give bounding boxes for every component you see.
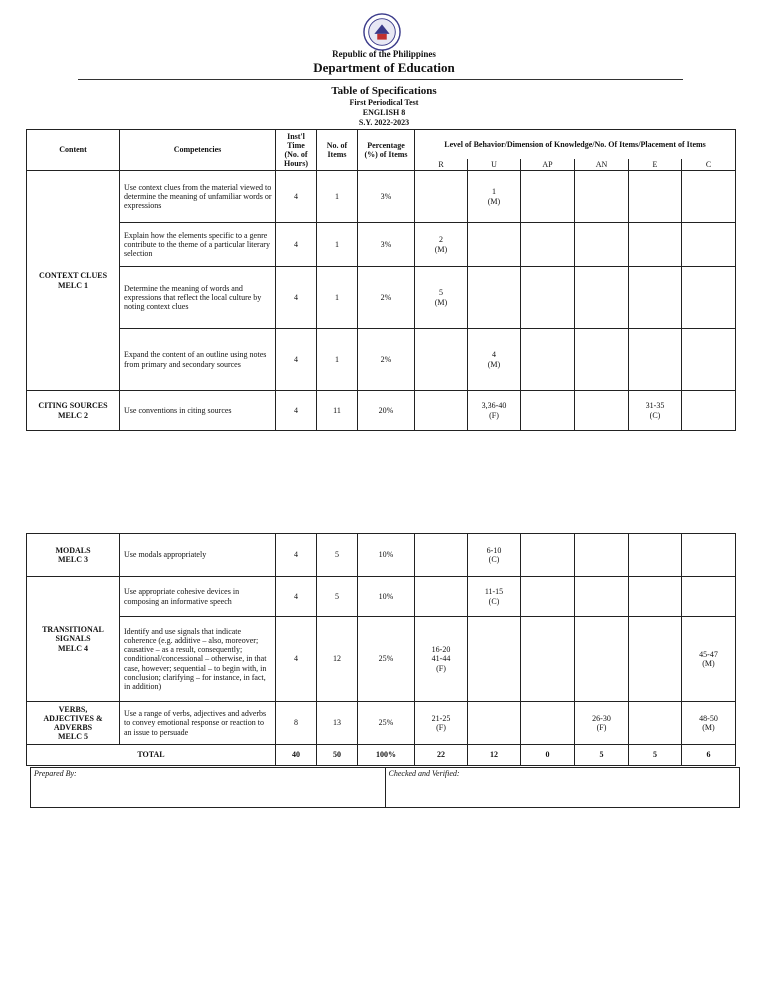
level-u-cell bbox=[468, 223, 521, 267]
level-e-cell bbox=[629, 702, 682, 745]
header-row bbox=[27, 130, 736, 159]
deped-seal bbox=[363, 13, 401, 51]
competency-cell: Use modals appropriately bbox=[120, 534, 276, 577]
level-ap-cell bbox=[521, 577, 575, 617]
competency-row bbox=[27, 267, 736, 329]
level-u-cell: 1 (M) bbox=[468, 171, 521, 223]
competency-cell: Use context clues from the material viewed to determine the meaning of unfamiliar words or expressions bbox=[120, 171, 276, 223]
items-cell: 1 bbox=[317, 267, 358, 329]
prepared-by: Prepared By: bbox=[34, 769, 77, 778]
level-an-cell bbox=[575, 577, 629, 617]
level-c: C bbox=[682, 159, 736, 171]
items-cell: 1 bbox=[317, 171, 358, 223]
competency-cell: Use conventions in citing sources bbox=[120, 391, 276, 431]
level-ap-cell bbox=[521, 223, 575, 267]
level-r: R bbox=[415, 159, 468, 171]
content-cell: CITING SOURCES MELC 2 bbox=[27, 391, 120, 431]
competency-row bbox=[27, 391, 736, 431]
level-ap-cell bbox=[521, 171, 575, 223]
school-year-label: S.Y. 2022-2023 bbox=[358, 118, 410, 127]
level-r-cell bbox=[415, 329, 468, 391]
level-an-cell bbox=[575, 223, 629, 267]
total-c: 6 bbox=[682, 745, 736, 766]
level-u-cell: 4 (M) bbox=[468, 329, 521, 391]
content-cell: TRANSITIONAL SIGNALS MELC 4 bbox=[27, 577, 120, 702]
items-cell: 5 bbox=[317, 534, 358, 577]
competency-row bbox=[27, 702, 736, 745]
document-title: Table of Specifications bbox=[331, 85, 437, 97]
competency-row bbox=[27, 617, 736, 702]
competency-row bbox=[27, 223, 736, 267]
level-u: U bbox=[468, 159, 521, 171]
level-c-cell: 48-50 (M) bbox=[682, 702, 736, 745]
level-ap-cell bbox=[521, 702, 575, 745]
hours-cell: 4 bbox=[276, 391, 317, 431]
level-ap-cell bbox=[521, 617, 575, 702]
level-u-cell: 11-15 (C) bbox=[468, 577, 521, 617]
pct-cell: 10% bbox=[358, 577, 415, 617]
hours-cell: 8 bbox=[276, 702, 317, 745]
level-r-cell bbox=[415, 534, 468, 577]
level-ap-cell bbox=[521, 534, 575, 577]
level-u-cell bbox=[468, 617, 521, 702]
level-e-cell bbox=[629, 171, 682, 223]
test-label: First Periodical Test bbox=[349, 98, 419, 107]
level-an-cell bbox=[575, 329, 629, 391]
content-cell: VERBS, ADJECTIVES & ADVERBS MELC 5 bbox=[27, 702, 120, 745]
level-u-cell bbox=[468, 267, 521, 329]
time-header: Inst'l Time (No. of Hours) bbox=[276, 130, 317, 171]
pct-cell: 3% bbox=[358, 171, 415, 223]
total-pct: 100% bbox=[358, 745, 415, 766]
level-e-cell bbox=[629, 534, 682, 577]
level-r-cell: 21-25 (F) bbox=[415, 702, 468, 745]
level-u-cell: 6-10 (C) bbox=[468, 534, 521, 577]
competency-cell: Explain how the elements specific to a genre contribute to the theme of a particular literary selection bbox=[120, 223, 276, 267]
level-r-cell bbox=[415, 391, 468, 431]
subject-label: ENGLISH 8 bbox=[362, 108, 406, 117]
content-header: Content bbox=[27, 130, 120, 171]
level-an-cell: 26-30 (F) bbox=[575, 702, 629, 745]
level-c-cell: 45-47 (M) bbox=[682, 617, 736, 702]
level-c-cell bbox=[682, 391, 736, 431]
total-u: 12 bbox=[468, 745, 521, 766]
percentage-header: Percentage (%) of Items bbox=[358, 130, 415, 171]
level-ap-cell bbox=[521, 391, 575, 431]
level-e-cell bbox=[629, 577, 682, 617]
level-r-cell bbox=[415, 577, 468, 617]
total-row bbox=[27, 745, 736, 766]
total-label: TOTAL bbox=[27, 745, 276, 766]
level-r-cell bbox=[415, 171, 468, 223]
signature-box bbox=[30, 767, 740, 808]
level-an-cell bbox=[575, 267, 629, 329]
level-u-cell: 3,36-40 (F) bbox=[468, 391, 521, 431]
level-ap-cell bbox=[521, 329, 575, 391]
items-cell: 11 bbox=[317, 391, 358, 431]
level-an-cell bbox=[575, 391, 629, 431]
pct-cell: 20% bbox=[358, 391, 415, 431]
level-an-cell bbox=[575, 171, 629, 223]
total-r: 22 bbox=[415, 745, 468, 766]
items-cell: 1 bbox=[317, 329, 358, 391]
total-ap: 0 bbox=[521, 745, 575, 766]
items-cell: 12 bbox=[317, 617, 358, 702]
level-e-cell: 31-35 (C) bbox=[629, 391, 682, 431]
items-header: No. of Items bbox=[317, 130, 358, 171]
level-c-cell bbox=[682, 534, 736, 577]
tos-table-page2 bbox=[26, 533, 736, 766]
competency-row bbox=[27, 171, 736, 223]
level-e: E bbox=[629, 159, 682, 171]
level-ap-cell bbox=[521, 267, 575, 329]
level-c-cell bbox=[682, 267, 736, 329]
items-cell: 13 bbox=[317, 702, 358, 745]
level-an: AN bbox=[575, 159, 629, 171]
content-cell: CONTEXT CLUES MELC 1 bbox=[27, 171, 120, 391]
hours-cell: 4 bbox=[276, 577, 317, 617]
level-c-cell bbox=[682, 577, 736, 617]
level-an-cell bbox=[575, 617, 629, 702]
content-cell: MODALS MELC 3 bbox=[27, 534, 120, 577]
level-u-cell bbox=[468, 702, 521, 745]
tos-table-page1 bbox=[26, 129, 736, 431]
total-hours: 40 bbox=[276, 745, 317, 766]
hours-cell: 4 bbox=[276, 534, 317, 577]
level-r-cell: 16-20 41-44 (F) bbox=[415, 617, 468, 702]
level-c-cell bbox=[682, 171, 736, 223]
competency-cell: Use a range of verbs, adjectives and adverbs to convey emotional response or reaction to an issue to persuade bbox=[120, 702, 276, 745]
competencies-header: Competencies bbox=[120, 130, 276, 171]
competency-cell: Determine the meaning of words and expressions that reflect the local culture by noting context clues bbox=[120, 267, 276, 329]
competency-cell: Identify and use signals that indicate coherence (e.g. additive – also, moreover; causative – as a result, consequently; conditional/concessional – otherwise, in that case, however; sequential – to begin with, in conclusion; clarifying – for instance, in fact, in addition) bbox=[120, 617, 276, 702]
pct-cell: 3% bbox=[358, 223, 415, 267]
level-ap: AP bbox=[521, 159, 575, 171]
level-e-cell bbox=[629, 223, 682, 267]
republic-label: Republic of the Philippines bbox=[332, 49, 436, 59]
level-e-cell bbox=[629, 617, 682, 702]
hours-cell: 4 bbox=[276, 617, 317, 702]
header-rule bbox=[78, 79, 683, 80]
competency-cell: Use appropriate cohesive devices in composing an informative speech bbox=[120, 577, 276, 617]
items-cell: 5 bbox=[317, 577, 358, 617]
pct-cell: 2% bbox=[358, 329, 415, 391]
competency-cell: Expand the content of an outline using notes from primary and secondary sources bbox=[120, 329, 276, 391]
pct-cell: 25% bbox=[358, 617, 415, 702]
items-cell: 1 bbox=[317, 223, 358, 267]
hours-cell: 4 bbox=[276, 223, 317, 267]
total-e: 5 bbox=[629, 745, 682, 766]
hours-cell: 4 bbox=[276, 171, 317, 223]
pct-cell: 10% bbox=[358, 534, 415, 577]
level-c-cell bbox=[682, 329, 736, 391]
pct-cell: 2% bbox=[358, 267, 415, 329]
level-an-cell bbox=[575, 534, 629, 577]
competency-row bbox=[27, 577, 736, 617]
competency-row bbox=[27, 329, 736, 391]
hours-cell: 4 bbox=[276, 329, 317, 391]
level-c-cell bbox=[682, 223, 736, 267]
total-an: 5 bbox=[575, 745, 629, 766]
total-items: 50 bbox=[317, 745, 358, 766]
checked-verified: Checked and Verified: bbox=[385, 768, 740, 807]
department-title: Department of Education bbox=[313, 60, 455, 75]
pct-cell: 25% bbox=[358, 702, 415, 745]
level-e-cell bbox=[629, 329, 682, 391]
level-r-cell: 5 (M) bbox=[415, 267, 468, 329]
levels-header: Level of Behavior/Dimension of Knowledge/No. Of Items/Placement of Items bbox=[415, 130, 736, 159]
hours-cell: 4 bbox=[276, 267, 317, 329]
competency-row bbox=[27, 534, 736, 577]
level-e-cell bbox=[629, 267, 682, 329]
level-r-cell: 2 (M) bbox=[415, 223, 468, 267]
